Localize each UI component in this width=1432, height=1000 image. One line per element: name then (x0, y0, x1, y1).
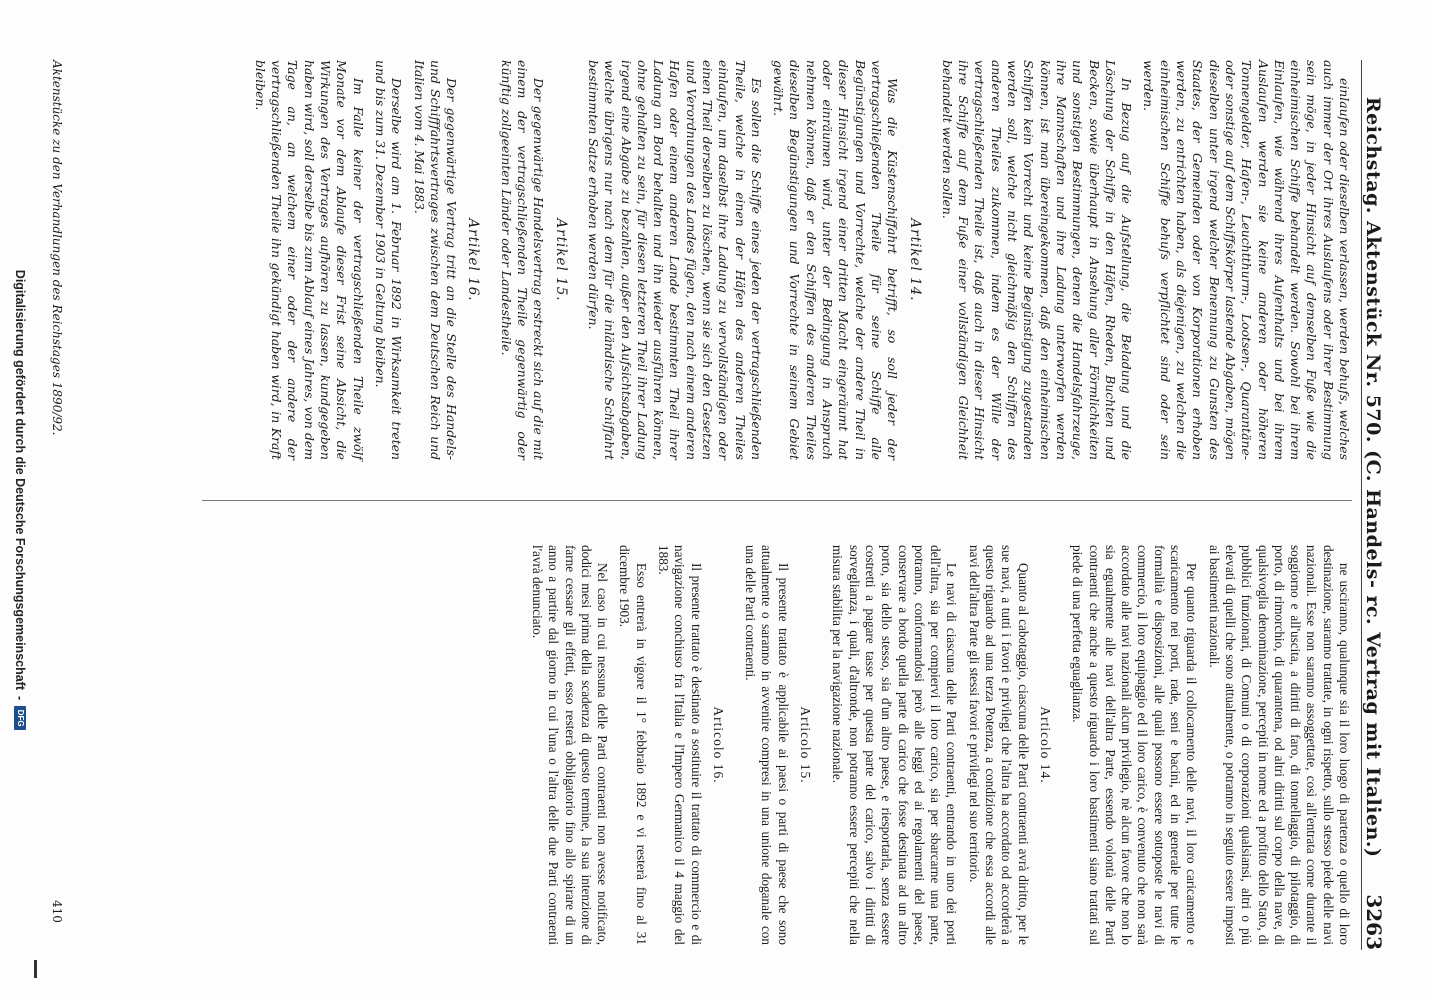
paragraph: Der gegenwärtige Vertrag tritt an die Stelle des Handels- und Schifffahrtsvertrages zwischen dem Deutschen Reich und Italien vom 4. Mai 1883. (411, 60, 460, 460)
digitization-text: Digitalisierung gefördert durch die Deutsche Forschungsgemeinschaft (13, 269, 27, 691)
paragraph: Il presente trattato è destinato a sostituire il trattato di commercio e di navigazione conchiuso fra l'Italia e l'Impero Germanico il 4 maggio del 1883. (656, 545, 704, 945)
article-heading: Artikel 16. (465, 218, 482, 302)
paragraph: Le navi di ciascuna delle Parti contraenti, entrando in uno dei porti dell'altra, sia per compiervi il loro carico, sia per sbarcarne una parte, potranno, conformandosi però alle leggi ed ai regolamenti del paese, conservare a bordo quella parte di carico che fosse destinata ad un altro porto, sia dello stesso, sia d'un altro paese, e riesportarla, senza essere costretti a pagare tasse per questa parte del carico, salvo i diritti di sorveglianza, i quali, d'altronde, non potranno essere percepiti che nella misura stabilita per la navigazione nazionale. (830, 545, 960, 945)
digitization-notice: Digitalisierung gefördert durch die Deutsche Forschungsgemeinschaft - DFG (0, 0, 40, 1000)
italian-column (523, 545, 1352, 945)
paragraph: einlaufen oder dieselben verlassen, werden behufs, welches auch immer der Ort ihres Auslaufens oder ihrer Bestimmung sein möge, in jeder Hinsicht auf demselben Fuße wie die einheimischen Schiffe behandelt werden. Sowohl bei ihrem Einlaufen, wie während ihres Aufenthalts und bei ihrem Auslaufen werden sie keine anderen oder höheren Tonnengelder, Hafen-, Leuchtthurm-, Lootsen-, Quarantäne- oder sonstige auf dem Schiffskörper lastende Abgaben, mögen dieselben unter irgend welcher Benennung zu Gunsten des Staates, der Gemeinden oder von Korporationen erhoben werden, zu entrichten haben, als diejenigen, zu welchen die einheimischen Schiffe behufs verpflichtet sind oder sein werden. (1141, 60, 1352, 460)
page-number: 3263 (1362, 894, 1386, 950)
paragraph: Per quanto riguarda il collocamento delle navi, il loro caricamento e scaricamento nei porti, rade, seni e bacini, ed in generale per tutte le formalità e disposizioni, alle quali possono essere sottoposte le navi di commercio, il loro equipaggio ed il loro carico, è convenuto che non sarà accordato alle navi nazionali alcun privilegio, nè alcun favore che non lo sia egualmente alle navi dell'altra Parte, essendo volontà delle Parti contraenti che anche a questo riguardo i loro bastimenti siano trattati sul piede di una perfetta eguaglianza. (1070, 545, 1200, 945)
folio-number: 410 (50, 900, 64, 923)
column-divider (202, 500, 1352, 501)
article-heading: Articolo 16. (710, 706, 726, 784)
article-heading: Artikel 15. (552, 218, 569, 302)
dfg-logo-icon: DFG (14, 706, 26, 730)
paragraph: Quanto al cabotaggio, ciascuna delle Parti contraenti avrà diritto, per le sue navi, a tutti i favori e privilegi che l'altra ha accordato od accorderà a questo riguardo ad una terza Potenza, a condizione che essa accordi alle navi dell'altra Parte gli stessi favori e privilegi nel suo territorio. (966, 545, 1031, 945)
paragraph: Derselbe wird am 1. Februar 1892 in Wirksamkeit treten und bis zum 31. Dezember 1903 in Geltung bleiben. (372, 60, 405, 460)
article-heading: Articolo 15. (798, 706, 814, 784)
paragraph: Esso entrerà in vigore il 1° febbraio 1892 e vi resterà fino al 31 dicembre 1903. (617, 545, 649, 945)
paragraph: Was die Küstenschiffahrt betrifft, so soll jeder der vertragschließenden Theile für seine Schiffe alle Begünstigungen und Vorrechte, welche der andere Theil in dieser Hinsicht irgend einer dritten Macht eingeräumt hat oder einräumen wird, unter der Bedingung in Anspruch nehmen können, daß er den Schiffen des anderen Theiles dieselben Begünstigungen und Vorrechte in seinem Gebiet gewährt. (771, 60, 901, 460)
paragraph: ne usciranno, qualunque sia il loro luogo di partenza o quello di loro destinazione, saranno trattate, in ogni rispetto, sullo stesso piede delle navi nazionali. Esse non saranno assoggettate, così all'entrata come durante il soggiorno e all'uscita, a diritti di faro, di tonnellaggio, di pilotaggio, di porto, di rimorchio, di quarantena, od altri diritti sul corpo della nave, di qualsivoglia denominazione, percepiti in nome ed a profitto dello Stato, di pubblici funzionari, di Comuni o di corporazioni qualsiansi, altri o più elevati di quelli che sono attualmente, o potranno in seguito essere imposti ai bastimenti nazionali. (1206, 545, 1352, 945)
article-heading: Articolo 14. (1037, 706, 1053, 784)
german-column (246, 60, 1352, 460)
paragraph: Nel caso in cui nessuna delle Parti contraenti non avesse notificato, dodici mesi prima della scadenza di questo termine, la sua intenzione di farne cessare gli effetti, esso resterà obbligatorio fino allo spirare di un anno a partire dal giorno in cui l'una o l'altra delle due Parti contraenti l'avrà denunciato. (529, 545, 611, 945)
footnote: Aktenstücke zu den Verhandlungen des Reichstages 1890/92. (50, 60, 64, 436)
paragraph: Es sollen die Schiffe eines jeden der vertragschließenden Theile, welche in einen der Häfen des anderen Theiles einlaufen, um daselbst ihre Ladung zu vervollständigen oder einen Theil derselben zu löschen, wenn sie sich den Gesetzen und Verordnungen des Landes fügen, den nach einem anderen Hafen oder einem anderen Lande bestimmten Theil ihrer Ladung an Bord behalten und ihn wieder ausführen können, ohne gehalten zu sein, für diesen letzteren Theil ihrer Ladung irgend eine Abgabe zu bezahlen, außer den Aufsichtsabgaben, welche übrigens nur nach dem für die inländische Schiffahrt bestimmten Satze erhoben werden dürfen. (585, 60, 764, 460)
page-header (1361, 60, 1402, 950)
paragraph: In Bezug auf die Aufstellung, die Beladung und die Löschung der Schiffe in den Häfen, Rheden, Buchten und Becken, sowie überhaupt in Ansehung aller Förmlichkeiten und sonstigen Bestimmungen, denen die Handelsfahrzeuge, ihre Mannschaften und ihre Ladung unterworfen werden können, ist man übereingekommen, daß den einheimischen Schiffen kein Vorrecht und keine Begünstigung zugestanden werden soll, welche nicht gleichmäßig den Schiffen des anderen Theiles zukommen, indem es der Wille der vertragschließenden Theile ist, daß auch in dieser Hinsicht ihre Schiffe auf dem Fuße einer vollständigen Gleichheit behandelt werden sollen. (939, 60, 1135, 460)
paragraph: Im Falle keiner der vertragschließenden Theile zwölf Monate vor dem Ablaufe dieser Frist seine Absicht, die Wirkungen des Vertrages aufhören zu lassen, kundgegeben haben wird, soll derselbe bis zum Ablauf eines Jahres, von dem Tage an, an welchem einer oder der andere der vertragschließenden Theile ihn gekündigt haben wird, in Kraft bleiben. (252, 60, 366, 460)
paragraph: Der gegenwärtige Handelsvertrag erstreckt sich auf die mit einem der vertragschließenden Theile gegenwärtig oder künftig zollgeeinten Länder oder Landestheile. (498, 60, 547, 460)
article-heading: Artikel 14. (906, 218, 923, 302)
paragraph: Il presente trattato è applicabile ai paesi o parti di paese che sono attualmente o saranno in avvenire compresi in una unione doganale con una delle Parti contraenti. (743, 545, 791, 945)
running-title: Reichstag. Aktenstück Nr. 570. (C. Handels- rc. Vertrag mit Italien.) (1362, 96, 1384, 858)
